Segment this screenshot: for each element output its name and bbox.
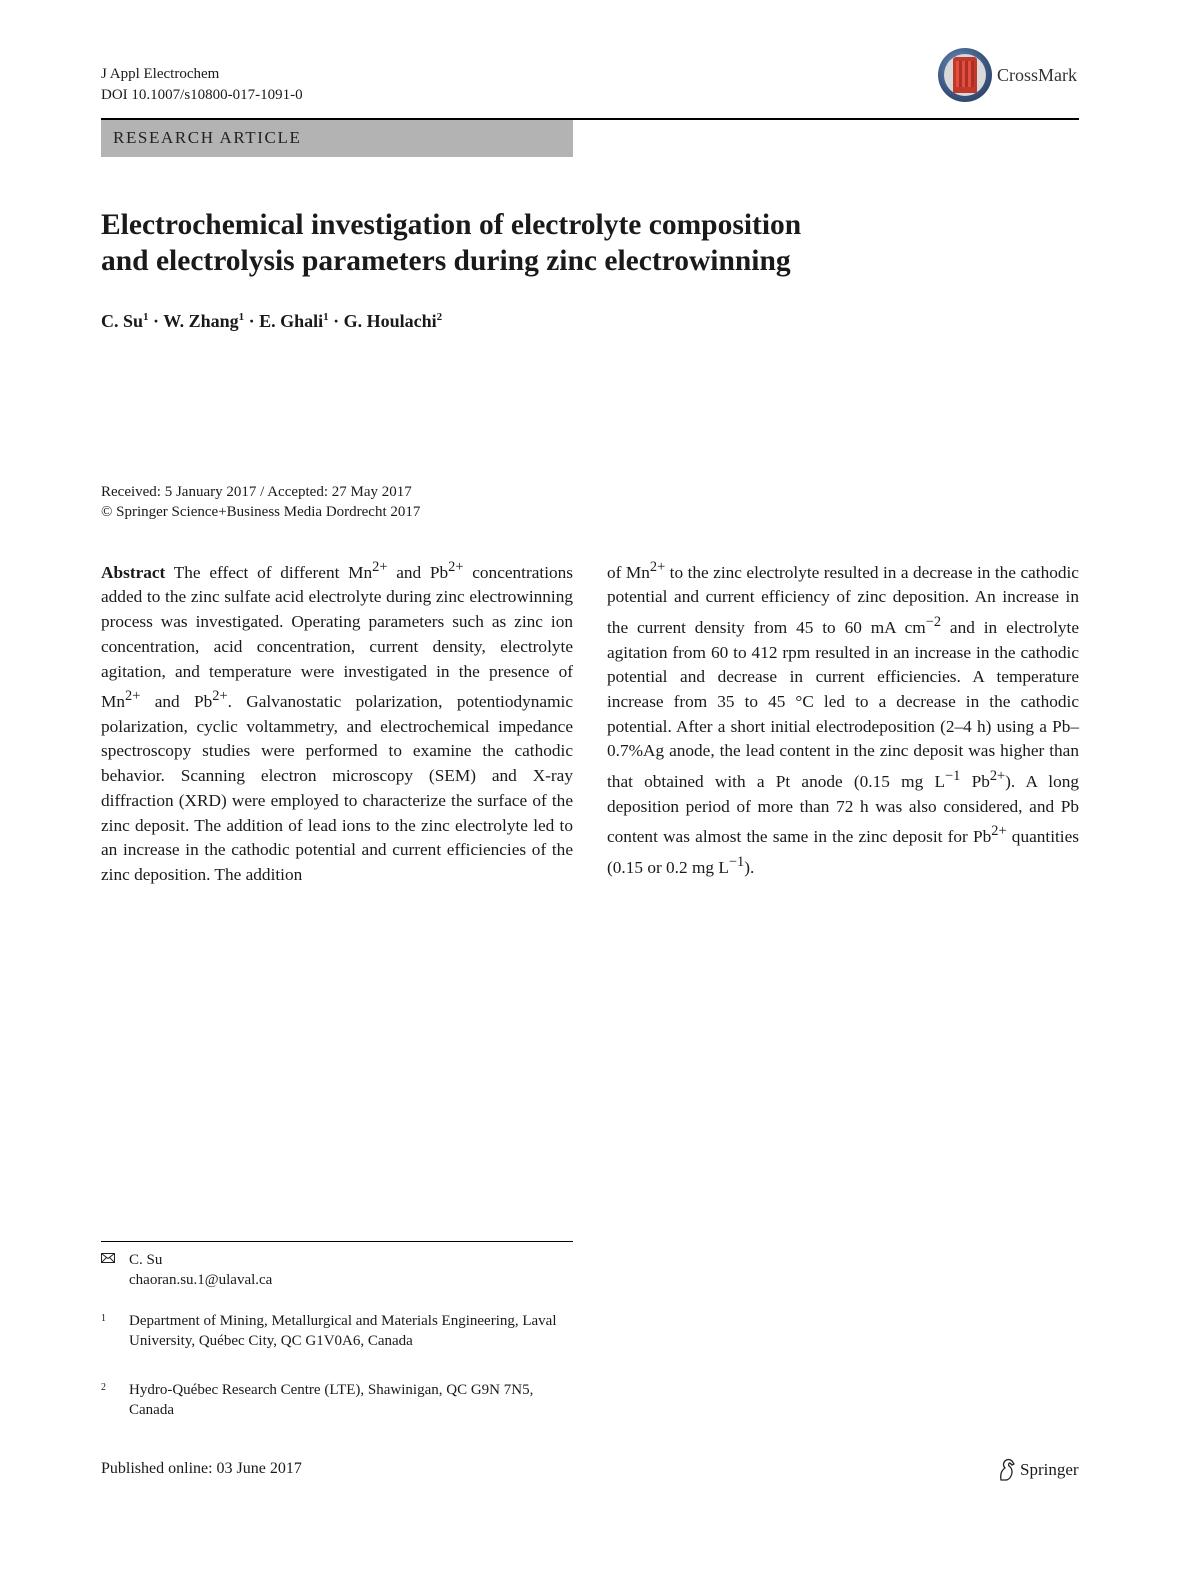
abstract-text-right: of $Mn^{2+}$ to the zinc electrolyte resulted in a decrease in the cathodic potential and current efficiency of zinc deposition. An increase in the current density from 45 to 60 mA $cm^{-2}$ and in electrolyte agitation from 60 to 412 rpm resulted in an increase in the cathodic potential and decrease in current efficiencies. A temperature increase from 35 to 45 °C led to a decrease in the cathodic potential. After a short initial electrodeposition (2–4 h) using a Pb–0.7%Ag anode, the lead content in the zinc deposit was higher than that obtained with a Pt anode (0.15 mg $L^{-1}$ $Pb^{2+}$). A long deposition period of more than 72 h was also considered, and Pb content was almost the same in the zinc deposit for $Pb^{2+}$ quantities (0.15 or 0.2 mg $L^{-1}$). [607,559,1080,877]
author[interactable]: E. Ghali$^1$ [259,311,329,331]
author-separator: · [148,311,164,331]
correspondence [101,1250,573,1294]
received-accepted: Received: 5 January 2017 / Accepted: 27 May 2017 [101,484,412,500]
title-line-2: and electrolysis parameters during zinc electrowinning [101,245,791,277]
abstract-right-column [607,555,1079,880]
copyright: © Springer Science+Business Media Dordrecht 2017 [101,504,421,520]
author-list [101,311,442,332]
crossmark-label: CrossMark [997,65,1077,85]
affiliation-text: Hydro-Québec Research Centre (LTE), Shawinigan, QC G9N 7N5, Canada [129,1382,534,1418]
crossmark-icon [938,48,992,102]
doi[interactable]: DOI 10.1007/s10800-017-1091-0 [101,87,303,103]
title-line-1: Electrochemical investigation of electrolyte composition [101,209,802,241]
paper-title [101,207,1001,279]
crossmark-logo[interactable] [938,48,1080,104]
envelope-icon [101,1253,115,1263]
dates-block [101,482,420,522]
author[interactable]: W. Zhang$^1$ [163,311,245,331]
springer-logo[interactable] [997,1458,1087,1482]
abstract-text-left: The effect of different $Mn^{2+}$ and $Pb^{2+}$ concentrations added to the zinc sulfate acid electrolyte during zinc electrowinning process was investigated. Operating parameters such as zinc ion concentration, acid concentration, current density, electrolyte agitation, and temperature were investigated in the presence of $Mn^{2+}$ and $Pb^{2+}$. Galvanostatic polarization, potentiodynamic polarization, cyclic voltammetry, and electrochemical impedance spectroscopy studies were performed to examine the cathodic behavior. Scanning electron microscopy (SEM) and X-ray diffraction (XRD) were employed to characterize the surface of the zinc deposit. The addition of lead ions to the zinc electrolyte led to an increase in the cathodic potential and current efficiencies of the zinc deposition. The addition [101,559,574,884]
author-email[interactable]: chaoran.su.1@ulaval.ca [129,1272,273,1288]
author[interactable]: G. Houlachi$^2$ [343,311,443,331]
affiliation [101,1311,573,1373]
author-separator: · [244,311,260,331]
footnote-rule [101,1241,573,1242]
author-separator: · [328,311,344,331]
affiliation-text: Department of Mining, Metallurgical and Materials Engineering, Laval University, Québec City, QC G1V0A6, Canada [129,1313,557,1349]
abstract-label: Abstract [101,562,166,582]
affiliation [101,1380,573,1422]
journal-info [101,64,303,106]
springer-horse-icon [997,1458,1017,1482]
published-online: Published online: 03 June 2017 [101,1460,302,1477]
author[interactable]: C. Su$^1$ [101,311,149,331]
article-type-band [101,120,573,157]
affiliation-number: 1 [101,1313,106,1324]
corresponding-author: C. Su [129,1252,163,1268]
journal-name: J Appl Electrochem [101,66,220,82]
springer-label: Springer [1020,1460,1079,1479]
abstract-left-column [101,555,573,888]
affiliation-number: 2 [101,1382,106,1393]
article-type: RESEARCH ARTICLE [113,128,302,147]
